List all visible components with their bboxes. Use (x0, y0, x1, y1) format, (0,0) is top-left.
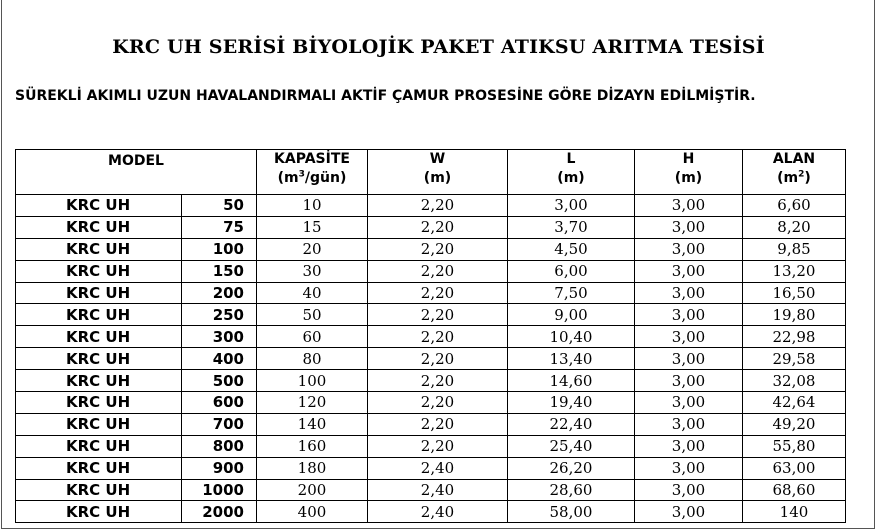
table-row (16, 195, 846, 217)
h-cell: 3,00 (635, 413, 743, 435)
table-row (16, 501, 846, 523)
header-h: H (m) (635, 150, 743, 195)
model-cell: KRC UH (16, 479, 182, 501)
page-title: KRC UH SERİSİ BİYOLOJİK PAKET ATIKSU ARITMA TESİSİ (112, 36, 765, 58)
kapasite-cell: 140 (257, 413, 368, 435)
kapasite-cell: 20 (257, 238, 368, 260)
alan-cell: 29,58 (743, 348, 846, 370)
size-cell: 500 (182, 370, 257, 392)
kapasite-cell: 160 (257, 435, 368, 457)
page-subtitle: SÜREKLİ AKIMLI UZUN HAVALANDIRMALI AKTİF ÇAMUR PROSESİNE GÖRE DİZAYN EDİLMİŞTİR. (15, 88, 756, 104)
w-cell: 2,20 (368, 238, 508, 260)
table-row (16, 413, 846, 435)
table-row (16, 479, 846, 501)
table-row (16, 304, 846, 326)
l-cell: 4,50 (508, 238, 635, 260)
kapasite-cell: 60 (257, 326, 368, 348)
w-cell: 2,20 (368, 435, 508, 457)
l-cell: 25,40 (508, 435, 635, 457)
w-cell: 2,20 (368, 413, 508, 435)
h-cell: 3,00 (635, 392, 743, 414)
alan-cell: 49,20 (743, 413, 846, 435)
w-cell: 2,40 (368, 457, 508, 479)
w-cell: 2,20 (368, 282, 508, 304)
header-l: L (m) (508, 150, 635, 195)
table-row (16, 216, 846, 238)
model-cell: KRC UH (16, 260, 182, 282)
alan-cell: 32,08 (743, 370, 846, 392)
kapasite-cell: 80 (257, 348, 368, 370)
h-cell: 3,00 (635, 435, 743, 457)
size-cell: 100 (182, 238, 257, 260)
l-cell: 6,00 (508, 260, 635, 282)
header-alan: ALAN $(m^2)$ (743, 150, 846, 195)
model-cell: KRC UH (16, 501, 182, 523)
table-row (16, 282, 846, 304)
kapasite-cell: 200 (257, 479, 368, 501)
h-cell: 3,00 (635, 195, 743, 217)
kapasite-cell: 100 (257, 370, 368, 392)
h-cell: 3,00 (635, 216, 743, 238)
w-cell: 2,20 (368, 392, 508, 414)
w-cell: 2,20 (368, 370, 508, 392)
size-cell: 75 (182, 216, 257, 238)
size-cell: 50 (182, 195, 257, 217)
size-cell: 700 (182, 413, 257, 435)
h-cell: 3,00 (635, 479, 743, 501)
model-cell: KRC UH (16, 326, 182, 348)
alan-cell: 19,80 (743, 304, 846, 326)
table-row (16, 260, 846, 282)
kapasite-cell: 10 (257, 195, 368, 217)
alan-cell: 6,60 (743, 195, 846, 217)
kapasite-cell: 30 (257, 260, 368, 282)
kapasite-cell: 15 (257, 216, 368, 238)
h-cell: 3,00 (635, 457, 743, 479)
model-cell: KRC UH (16, 282, 182, 304)
model-cell: KRC UH (16, 413, 182, 435)
h-cell: 3,00 (635, 304, 743, 326)
size-cell: 250 (182, 304, 257, 326)
l-cell: 58,00 (508, 501, 635, 523)
size-cell: 400 (182, 348, 257, 370)
alan-cell: 13,20 (743, 260, 846, 282)
table-row (16, 238, 846, 260)
l-cell: 10,40 (508, 326, 635, 348)
w-cell: 2,20 (368, 326, 508, 348)
header-kapasite: KAPASİTE $(m^3/gün)$ (257, 150, 368, 195)
table-row (16, 370, 846, 392)
table-row (16, 435, 846, 457)
l-cell: 13,40 (508, 348, 635, 370)
h-cell: 3,00 (635, 326, 743, 348)
table-header-row (16, 150, 846, 195)
alan-cell: 55,80 (743, 435, 846, 457)
table-row (16, 326, 846, 348)
header-model: MODEL (16, 150, 257, 195)
model-cell: KRC UH (16, 216, 182, 238)
size-cell: 900 (182, 457, 257, 479)
l-cell: 3,70 (508, 216, 635, 238)
model-cell: KRC UH (16, 435, 182, 457)
alan-cell: 140 (743, 501, 846, 523)
h-cell: 3,00 (635, 260, 743, 282)
alan-cell: 8,20 (743, 216, 846, 238)
specs-table (15, 149, 846, 523)
size-cell: 2000 (182, 501, 257, 523)
w-cell: 2,20 (368, 348, 508, 370)
size-cell: 1000 (182, 479, 257, 501)
model-cell: KRC UH (16, 304, 182, 326)
model-cell: KRC UH (16, 392, 182, 414)
w-cell: 2,40 (368, 479, 508, 501)
size-cell: 800 (182, 435, 257, 457)
kapasite-cell: 50 (257, 304, 368, 326)
size-cell: 600 (182, 392, 257, 414)
h-cell: 3,00 (635, 238, 743, 260)
l-cell: 28,60 (508, 479, 635, 501)
model-cell: KRC UH (16, 348, 182, 370)
w-cell: 2,20 (368, 195, 508, 217)
h-cell: 3,00 (635, 501, 743, 523)
model-cell: KRC UH (16, 238, 182, 260)
w-cell: 2,20 (368, 304, 508, 326)
table-row (16, 392, 846, 414)
l-cell: 9,00 (508, 304, 635, 326)
w-cell: 2,40 (368, 501, 508, 523)
model-cell: KRC UH (16, 195, 182, 217)
l-cell: 19,40 (508, 392, 635, 414)
model-cell: KRC UH (16, 370, 182, 392)
l-cell: 26,20 (508, 457, 635, 479)
h-cell: 3,00 (635, 348, 743, 370)
kapasite-cell: 40 (257, 282, 368, 304)
header-w: W (m) (368, 150, 508, 195)
alan-cell: 63,00 (743, 457, 846, 479)
alan-cell: 22,98 (743, 326, 846, 348)
alan-cell: 68,60 (743, 479, 846, 501)
w-cell: 2,20 (368, 216, 508, 238)
l-cell: 22,40 (508, 413, 635, 435)
kapasite-cell: 120 (257, 392, 368, 414)
l-cell: 3,00 (508, 195, 635, 217)
model-cell: KRC UH (16, 457, 182, 479)
kapasite-cell: 180 (257, 457, 368, 479)
h-cell: 3,00 (635, 370, 743, 392)
size-cell: 150 (182, 260, 257, 282)
l-cell: 14,60 (508, 370, 635, 392)
size-cell: 200 (182, 282, 257, 304)
h-cell: 3,00 (635, 282, 743, 304)
alan-cell: 42,64 (743, 392, 846, 414)
l-cell: 7,50 (508, 282, 635, 304)
alan-cell: 9,85 (743, 238, 846, 260)
w-cell: 2,20 (368, 260, 508, 282)
table-row (16, 457, 846, 479)
kapasite-cell: 400 (257, 501, 368, 523)
alan-cell: 16,50 (743, 282, 846, 304)
size-cell: 300 (182, 326, 257, 348)
table-row (16, 348, 846, 370)
